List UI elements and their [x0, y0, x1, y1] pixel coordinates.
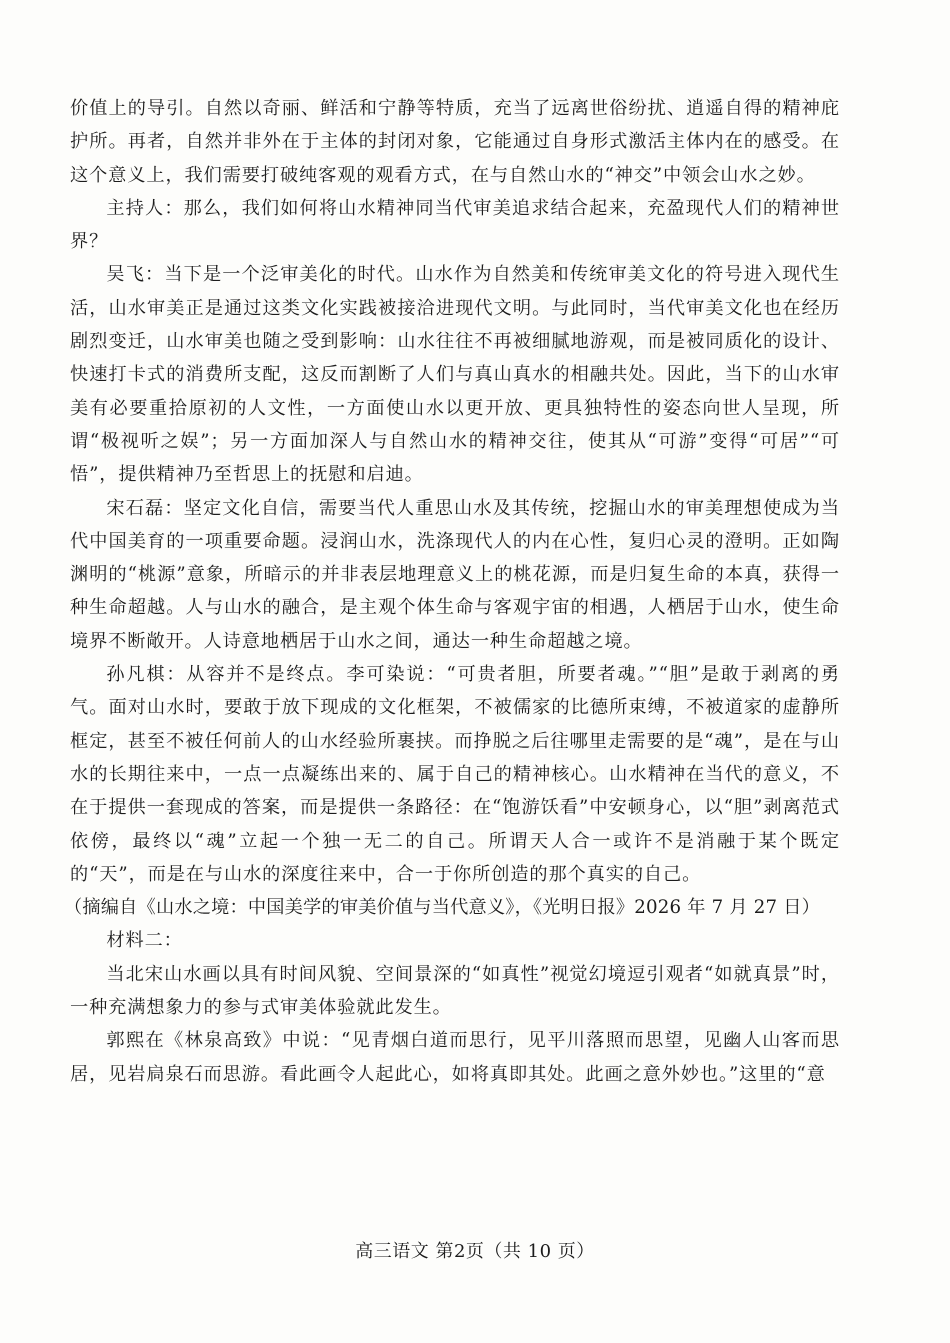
section-title: 材料二： [106, 930, 183, 952]
paragraph-sun-fanqi: 孙凡棋：从容并不是终点。李可染说：“可贵者胆，所要者魂。”“胆”是敢于剥离的勇气。面对山水时，要敢于放下现成的文化框架，不被儒家的比德所束缚，不被道家的虚静所框定，甚至不被任何前人的山水经验所裹挟。而挣脱之后往哪里走需要的是“魂”，是在与山水的长期往来中，一点一点凝练出来的、属于自己的精神核心。山水精神在当代的意义，不在于提供一套现成的答案，而是提供一条路径：在“饱游饫看”中安顿身心，以“胆”剥离范式依傍，最终以“魂”立起一个独一无二的自己。所谓天人合一或许不是消融于某个既定的“天”，而是在与山水的深度往来中，合一于你所创造的那个真实的自己。 [70, 664, 840, 885]
paragraph-wu-fei: 吴飞：当下是一个泛审美化的时代。山水作为自然美和传统审美文化的符号进入现代生活，山水审美正是通过这类文化实践被接洽进现代文明。与此同时，当代审美文化也在经历剧烈变迁，山水审美也随之受到影响：山水往往不再被细腻地游观，而是被同质化的设计、快速打卡式的消费所支配，这反而割断了人们与真山真水的相融共处。因此，当下的山水审美有必要重拾原初的人文性，一方面使山水以更开放、更具独特性的姿态向世人呈现，所谓“极视听之娱”；另一方面加深人与自然山水的精神交往，使其从“可游”变得“可居”“可悟”，提供精神乃至哲思上的抚慰和启迪。 [70, 264, 840, 486]
paragraph-continued: 价值上的导引。自然以奇丽、鲜活和宁静等特质，充当了远离世俗纷扰、逍遥自得的精神庇护所。再者，自然并非外在于主体的封闭对象，它能通过自身形式激活主体内在的感受。在这个意义上，我们需要打破纯客观的观看方式，在与自然山水的“神交”中领会山水之妙。 [70, 98, 840, 186]
paragraph-host-question: 主持人：那么，我们如何将山水精神同当代审美追求结合起来，充盈现代人们的精神世界？ [70, 197, 840, 253]
paragraph-material-two-2: 郭熙在《林泉高致》中说：“见青烟白道而思行，见平川落照而思望，见幽人山客而思居，见岩扃泉石而思游。看此画令人起此心，如将真即其处。此画之意外妙也。”这里的“意 [70, 1030, 840, 1085]
source-citation: （摘编自《山水之境：中国美学的审美价值与当代意义》，《光明日报》2026 年 7 月 27 日） [64, 897, 821, 919]
paragraph-song-shilei: 宋石磊：坚定文化自信，需要当代人重思山水及其传统，挖掘山水的审美理想使成为当代中国美育的一项重要命题。浸润山水，洗涤现代人的内在心性，复归心灵的澄明。正如陶渊明的“桃源”意象，所暗示的并非表层地理意义上的桃花源，而是归复生命的本真，获得一种生命超越。人与山水的融合，是主观个体生命与客观宇宙的相遇，人栖居于山水，使生命境界不断敞开。人诗意地栖居于山水之间，通达一种生命超越之境。 [70, 497, 840, 652]
article-body [64, 92, 840, 1091]
page-footer: 高三语文 第2页（共 10 页） [355, 1241, 595, 1262]
paragraph-material-two-1: 当北宋山水画以具有时间风貌、空间景深的“如真性”视觉幻境逗引观者“如就真景”时，一种充满想象力的参与式审美体验就此发生。 [70, 963, 840, 1019]
